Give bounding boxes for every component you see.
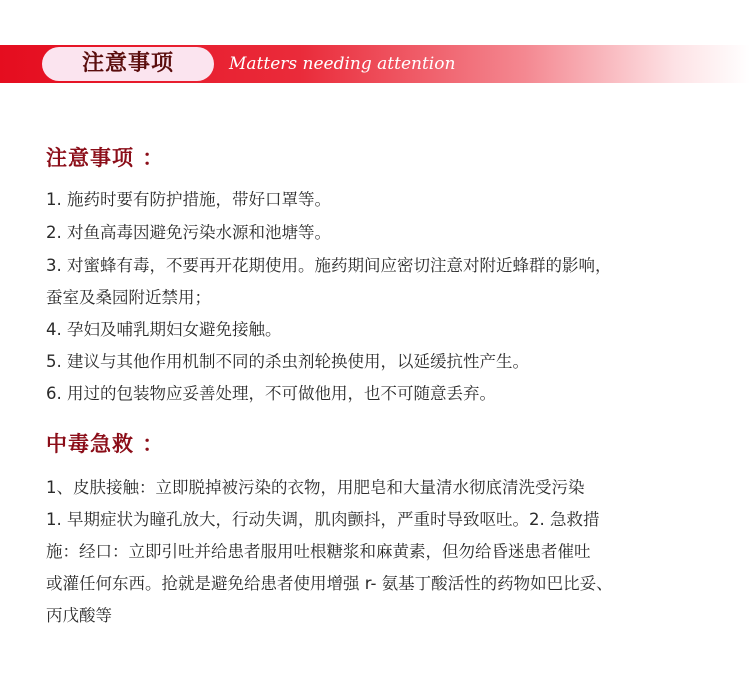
banner-title: 注意事项 [81, 51, 174, 76]
precaution-line: 蚕室及桑园附近禁用； [46, 288, 211, 307]
poisoning-line: 或灌任何东西。抢就是避免给患者使用增强 r- 氨基丁酸活性的药物如巴比妥、 [46, 574, 613, 593]
precaution-line: 6. 用过的包装物应妥善处理，不可做他用，也不可随意丢弃。 [46, 384, 496, 403]
banner-subtitle: Matters needing attention [229, 54, 456, 74]
precaution-line: 1. 施药时要有防护措施，带好口罩等。 [46, 190, 331, 209]
precautions-heading: 注意事项 ： [46, 146, 165, 170]
poisoning-line: 1、皮肤接触：立即脱掉被污染的衣物，用肥皂和大量清水彻底清洗受污染 [46, 478, 585, 497]
poisoning-line: 丙戊酸等 [46, 606, 112, 625]
poisoning-line: 1. 早期症状为瞳孔放大，行动失调，肌肉颤抖，严重时导致呕吐。2. 急救措 [46, 510, 600, 529]
poisoning-line: 施：经口：立即引吐并给患者服用吐根糖浆和麻黄素，但勿给昏迷患者催吐 [46, 542, 591, 561]
precaution-line: 4. 孕妇及哺乳期妇女避免接触。 [46, 320, 282, 339]
poisoning-heading: 中毒急救 ： [46, 432, 165, 456]
precaution-line: 5. 建议与其他作用机制不同的杀虫剂轮换使用，以延缓抗性产生。 [46, 352, 529, 371]
precaution-line: 3. 对蜜蜂有毒，不要再开花期使用。施药期间应密切注意对附近蜂群的影响， [46, 256, 612, 275]
precaution-line: 2. 对鱼高毒因避免污染水源和池塘等。 [46, 223, 331, 242]
